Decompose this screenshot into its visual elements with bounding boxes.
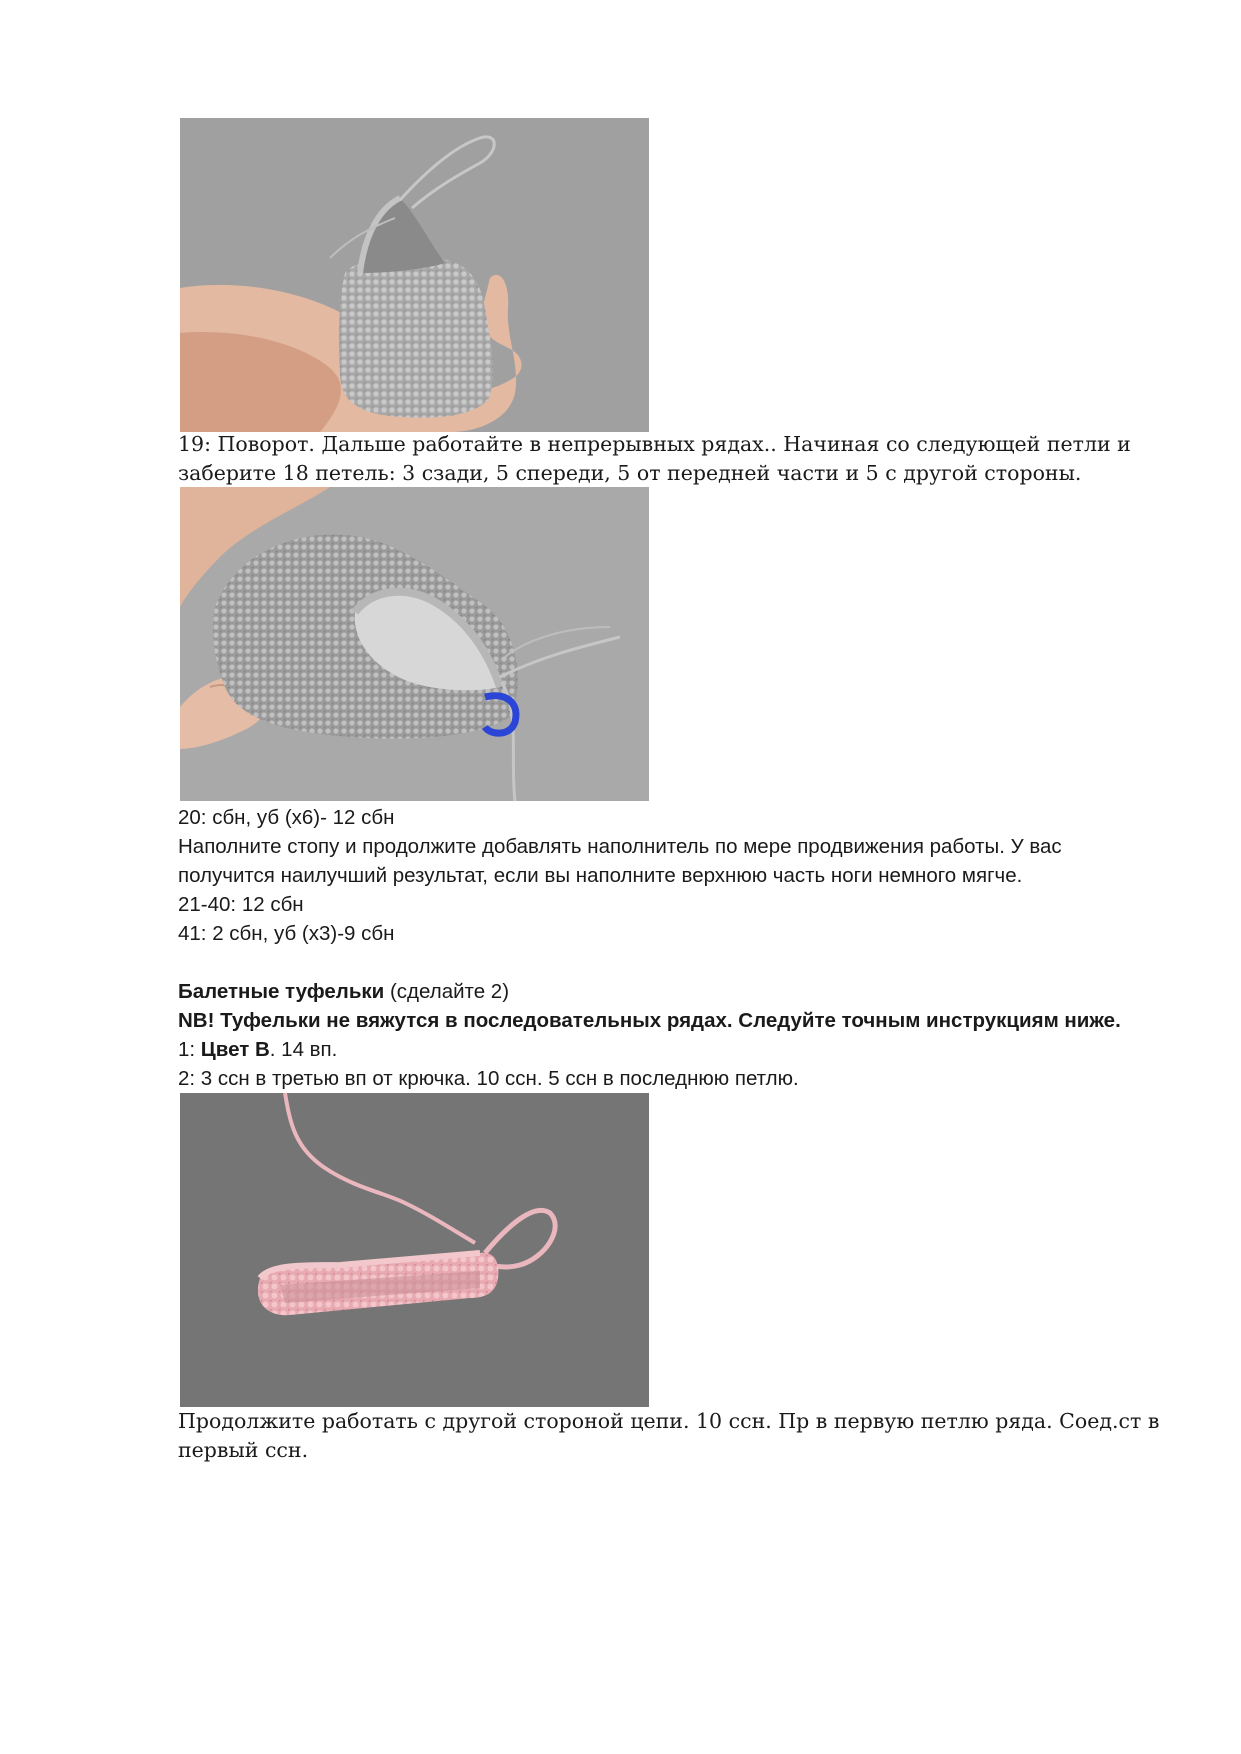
ballet-shoes-title: Балетные туфельки [178,980,385,1003]
row-1 [178,1035,1158,1064]
ballet-shoes-note: (сделайте 2) [384,980,510,1003]
pink-crochet-chain-photo [180,1093,649,1407]
continue-line-2: первый ссн. [178,1438,309,1462]
row-2: 2: 3 ссн в третью вп от крючка. 10 ссн. 5 ссн в последнюю петлю. [178,1067,799,1090]
continue-line-1: Продолжите работать с другой стороной цепи. 10 ссн. Пр в первую петлю ряда. Соед.ст в [178,1409,1160,1433]
row-21-40: 21-40: 12 сбн [178,893,304,916]
row-19-line-1: 19: Поворот. Дальше работайте в непрерывных рядах.. Начиная со следующей петли и [178,432,1131,456]
gray-crochet-shoe-photo-2 [180,487,649,801]
row-1-suffix: . 14 вп. [269,1038,338,1061]
fill-instruction-line-1: Наполните стопу и продолжите добавлять наполнитель по мере продвижения работы. У вас [178,835,1062,858]
row-20: 20: сбн, уб (х6)- 12 сбн [178,806,395,829]
row-41: 41: 2 сбн, уб (х3)-9 сбн [178,922,395,945]
nb-note: NB! Туфельки не вяжутся в последовательных рядах. Следуйте точным инструкциям ниже. [178,1009,1121,1032]
row-1-color: Цвет В [200,1038,270,1061]
ballet-shoes-heading [178,977,1158,1006]
fill-instruction-line-2: получится наилучший результат, если вы наполните верхнюю часть ноги немного мягче. [178,864,1023,887]
row-19-line-2: заберите 18 петель: 3 сзади, 5 спереди, 5 от передней части и 5 с другой стороны. [178,461,1082,485]
gray-crochet-shoe-photo-1 [180,118,649,432]
row-1-prefix: 1: [178,1038,201,1061]
